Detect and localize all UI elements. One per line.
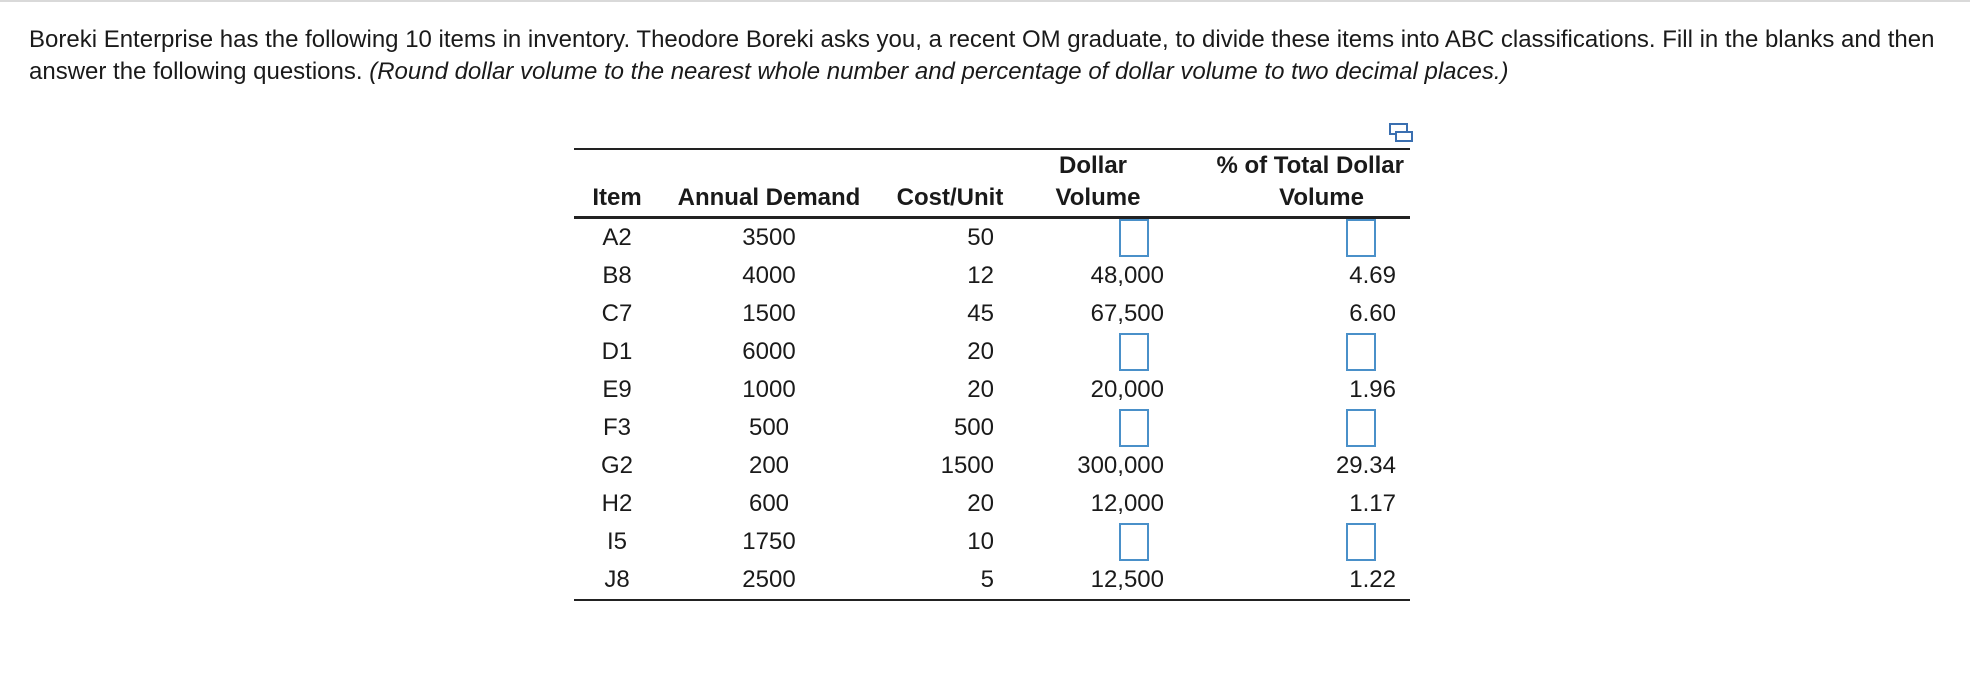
dollar-volume-cell — [1022, 523, 1174, 561]
cost-unit-cell: 20 — [967, 338, 994, 365]
cost-unit-cell: 50 — [967, 224, 994, 251]
table-row — [574, 447, 1410, 485]
dollar-volume-cell: 20,000 — [1090, 376, 1164, 403]
header-dollar-volume-top: Dollar — [1022, 149, 1174, 182]
pct-volume-cell: 29.34 — [1335, 452, 1396, 479]
pct-volume-cell: 1.96 — [1349, 376, 1396, 403]
annual-demand-cell: 1000 — [742, 376, 796, 403]
item-cell: A2 — [602, 224, 632, 251]
cost-unit-cell: 1500 — [940, 452, 994, 479]
cost-unit-cell: 10 — [967, 528, 994, 555]
header-pct-volume-top: % of Total Dollar — [1174, 149, 1410, 182]
inventory-table-body — [574, 218, 1410, 601]
cost-unit-cell: 45 — [967, 300, 994, 327]
cost-unit-cell: 5 — [878, 561, 1022, 600]
problem-text: Boreki Enterprise has the following 10 items in inventory. Theodore Boreki asks you, a recent OM graduate, to divide these items into ABC classifications. Fill in the blanks and then answer the following questions. — [29, 26, 1935, 85]
pct-volume-cell — [1174, 218, 1410, 258]
dollar-volume-input[interactable] — [1119, 409, 1149, 447]
table-row — [574, 257, 1410, 295]
pct-volume-cell: 1.22 — [1174, 561, 1410, 600]
header-pct-volume-bottom: Volume — [1174, 182, 1410, 218]
inventory-table — [574, 148, 1410, 601]
dollar-volume-cell: 67,500 — [1090, 300, 1164, 327]
pct-volume-cell: 6.60 — [1349, 300, 1396, 327]
table-row — [574, 295, 1410, 333]
dollar-volume-cell — [1022, 218, 1174, 258]
dollar-volume-input[interactable] — [1119, 523, 1149, 561]
item-cell: I5 — [606, 528, 627, 555]
dollar-volume-cell: 300,000 — [1077, 452, 1164, 479]
table-row — [574, 561, 1410, 600]
pct-volume-input[interactable] — [1346, 219, 1376, 257]
pct-volume-input[interactable] — [1346, 523, 1376, 561]
problem-statement — [29, 24, 1949, 88]
annual-demand-cell: 1500 — [742, 300, 796, 327]
dollar-volume-cell — [1022, 409, 1174, 447]
inventory-table-container — [574, 148, 1410, 601]
header-item-spacer — [574, 149, 660, 182]
item-cell: C7 — [601, 300, 633, 327]
item-cell: G2 — [600, 452, 633, 479]
table-row — [574, 218, 1410, 258]
dollar-volume-cell — [1022, 333, 1174, 371]
pct-volume-cell — [1174, 409, 1410, 447]
annual-demand-cell: 2500 — [660, 561, 878, 600]
pct-volume-input[interactable] — [1346, 409, 1376, 447]
pct-volume-cell: 4.69 — [1349, 262, 1396, 289]
annual-demand-cell: 3500 — [742, 224, 796, 251]
header-dollar-volume-bottom: Volume — [1022, 182, 1174, 218]
annual-demand-cell: 1750 — [742, 528, 796, 555]
cost-unit-cell: 20 — [967, 490, 994, 517]
dollar-volume-cell: 12,500 — [1022, 561, 1174, 600]
item-cell: J8 — [574, 561, 660, 600]
cost-unit-cell: 500 — [953, 414, 994, 441]
expand-table-icon[interactable] — [1388, 122, 1414, 144]
cost-unit-cell: 20 — [967, 376, 994, 403]
item-cell: E9 — [602, 376, 632, 403]
header-cost-spacer — [878, 149, 1022, 182]
header-annual-demand: Annual Demand — [660, 182, 878, 218]
rounding-instruction: (Round dollar volume to the nearest whole number and percentage of dollar volume to two decimal places.) — [369, 58, 1509, 85]
annual-demand-cell: 6000 — [742, 338, 796, 365]
annual-demand-cell: 600 — [748, 490, 790, 517]
item-cell: F3 — [602, 414, 631, 441]
table-row — [574, 409, 1410, 447]
header-cost-unit: Cost/Unit — [878, 182, 1022, 218]
table-row — [574, 485, 1410, 523]
header-item: Item — [574, 182, 660, 218]
dollar-volume-input[interactable] — [1119, 333, 1149, 371]
pct-volume-cell — [1174, 523, 1410, 561]
item-cell: H2 — [601, 490, 633, 517]
pct-volume-cell — [1174, 333, 1410, 371]
annual-demand-cell: 200 — [748, 452, 790, 479]
item-cell: B8 — [602, 262, 632, 289]
pct-volume-input[interactable] — [1346, 333, 1376, 371]
table-row — [574, 523, 1410, 561]
top-divider — [0, 0, 1970, 2]
dollar-volume-cell: 48,000 — [1090, 262, 1164, 289]
pct-volume-cell: 1.17 — [1349, 490, 1396, 517]
header-demand-spacer — [660, 149, 878, 182]
dollar-volume-cell: 12,000 — [1090, 490, 1164, 517]
item-cell: D1 — [601, 338, 633, 365]
table-row — [574, 371, 1410, 409]
dollar-volume-input[interactable] — [1119, 219, 1149, 257]
annual-demand-cell: 500 — [748, 414, 790, 441]
cost-unit-cell: 12 — [967, 262, 994, 289]
annual-demand-cell: 4000 — [742, 262, 796, 289]
table-row — [574, 333, 1410, 371]
